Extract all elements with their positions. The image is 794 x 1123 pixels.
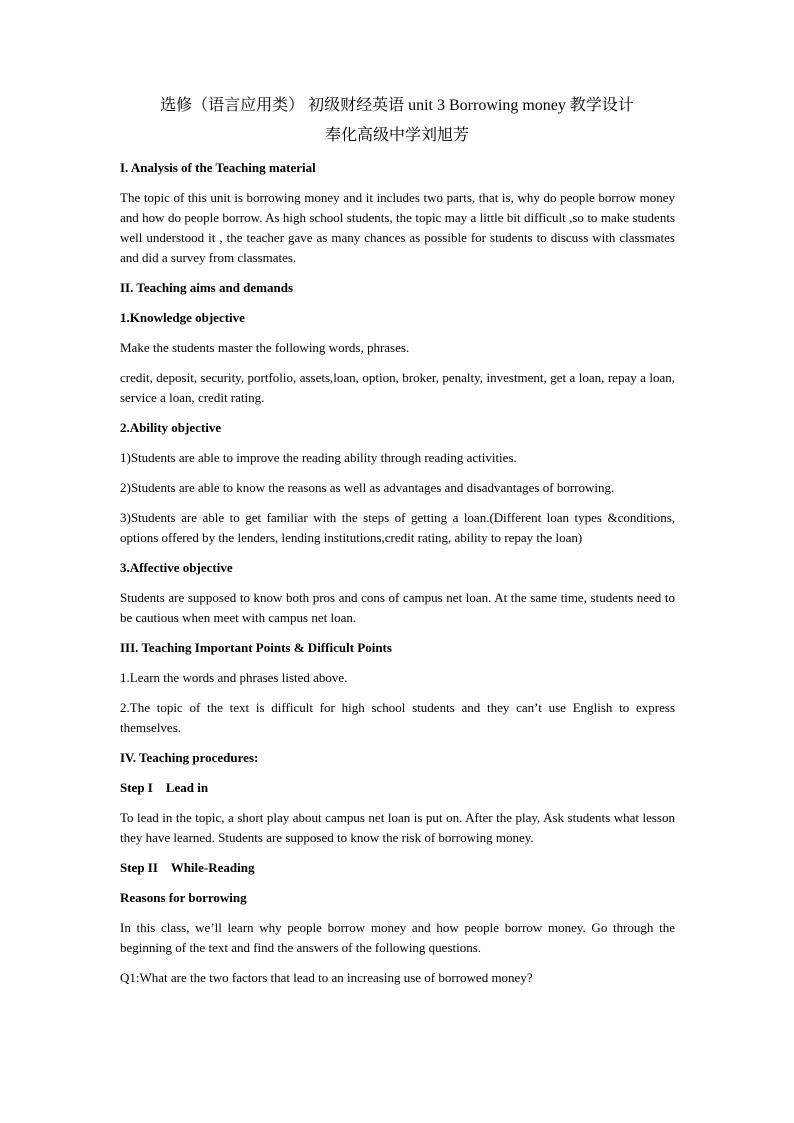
- paragraph-ability-2: 2)Students are able to know the reasons as well as advantages and disadvantages of borrowing.: [120, 480, 615, 495]
- paragraph-reasons: In this class, we’ll learn why people borrow money and how people borrow money. Go through the beginning of the text and find the answers of the following questions.: [120, 920, 675, 955]
- subheading-affective: 3.Affective objective: [120, 560, 233, 575]
- subheading-knowledge: 1.Knowledge objective: [120, 310, 245, 325]
- section-heading-points: III. Teaching Important Points & Difficult Points: [120, 640, 392, 655]
- paragraph-lead-in: To lead in the topic, a short play about campus net loan is put on. After the play, Ask students what lesson they have learned. Students are supposed to know the risk of borrowing money.: [120, 810, 675, 845]
- step-heading-lead-in: Step I Lead in: [120, 780, 209, 795]
- paragraph-vocabulary: credit, deposit, security, portfolio, assets,loan, option, broker, penalty, investment, get a loan, repay a loan, service a loan, credit rating.: [120, 370, 675, 405]
- subheading-reasons: Reasons for borrowing: [120, 890, 247, 905]
- document-body: [120, 158, 675, 998]
- paragraph-affective: Students are supposed to know both pros and cons of campus net loan. At the same time, students need to be cautious when meet with campus net loan.: [120, 590, 675, 625]
- document-title: 选修（语言应用类） 初级财经英语 unit 3 Borrowing money 教学设计: [160, 97, 634, 114]
- paragraph-points-1: 1.Learn the words and phrases listed above.: [120, 670, 348, 685]
- document-author: 奉化高级中学刘旭芳: [324, 127, 469, 144]
- paragraph-knowledge-intro: Make the students master the following words, phrases.: [120, 340, 410, 355]
- section-heading-procedures: IV. Teaching procedures:: [120, 750, 259, 765]
- paragraph-analysis: The topic of this unit is borrowing money and it includes two parts, that is, why do people borrow money and how do people borrow. As high school students, the topic may a little bit difficult ,so to make students well understood it , the teacher gave as many chances as possible for students to discuss with classmates and did a survey from classmates.: [120, 190, 675, 265]
- paragraph-points-2: 2.The topic of the text is difficult for high school students and they can’t use English to express themselves.: [120, 700, 675, 735]
- question-q1: Q1:What are the two factors that lead to an increasing use of borrowed money?: [120, 970, 533, 985]
- subheading-ability: 2.Ability objective: [120, 420, 222, 435]
- step-heading-while-reading: Step II While-Reading: [120, 860, 255, 875]
- paragraph-ability-1: 1)Students are able to improve the reading ability through reading activities.: [120, 450, 517, 465]
- section-heading-aims: II. Teaching aims and demands: [120, 280, 294, 295]
- paragraph-ability-3: 3)Students are able to get familiar with the steps of getting a loan.(Different loan types &conditions, options offered by the lenders, lending institutions,credit rating, ability to repay the loan): [120, 510, 675, 545]
- section-heading-analysis: I. Analysis of the Teaching material: [120, 160, 316, 175]
